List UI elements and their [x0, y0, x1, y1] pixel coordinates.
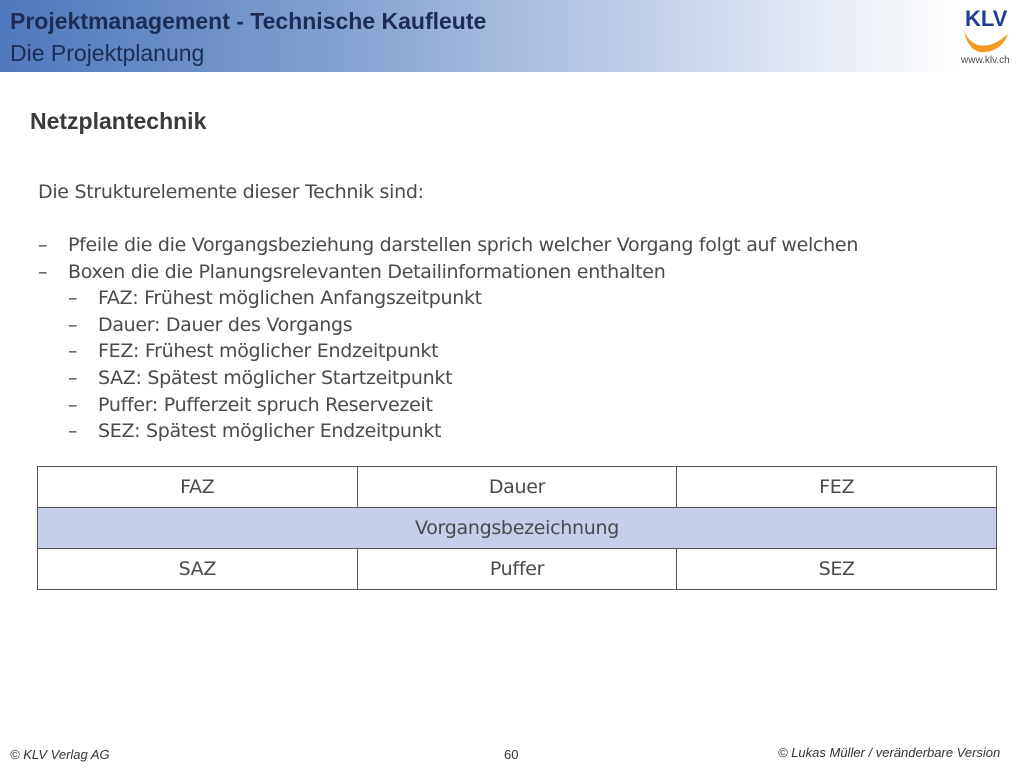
sub-list-item-text: FEZ: Frühest möglicher Endzeitpunkt: [98, 340, 439, 363]
sub-list-item: [38, 338, 858, 365]
footer-author: © Lukas Müller / veränderbare Version: [778, 745, 1001, 760]
slide-title: Projektmanagement - Technische Kaufleute: [10, 8, 487, 34]
logo-url: www.klv.ch: [961, 55, 1010, 66]
list-item-text: Pfeile die die Vorgangsbeziehung darstellen sprich welcher Vorgang folgt auf welchen: [68, 234, 859, 256]
content-body: [38, 178, 858, 445]
sub-list-item: [38, 312, 858, 339]
cell-sez: SEZ: [677, 549, 997, 590]
cell-vorgangsbezeichnung: Vorgangsbezeichnung: [38, 508, 997, 549]
slide-subtitle: Die Projektplanung: [10, 40, 205, 66]
dash-bullet: –: [68, 340, 78, 363]
sub-list-item-text: FAZ: Frühest möglichen Anfangszeitpunkt: [98, 287, 482, 310]
sub-list-item: [38, 392, 858, 419]
dash-bullet: –: [68, 420, 78, 443]
page-number: 60: [504, 747, 519, 762]
list-item: [38, 259, 858, 286]
dash-bullet: –: [68, 287, 78, 310]
section-title: Netzplantechnik: [30, 108, 207, 134]
bullet-list: [38, 232, 858, 445]
sub-list-item-text: SAZ: Spätest möglicher Startzeitpunkt: [98, 366, 453, 389]
table-row: [38, 549, 997, 590]
cell-dauer: Dauer: [357, 467, 677, 508]
sub-list-item-text: Dauer: Dauer des Vorgangs: [98, 313, 353, 336]
sub-list-item: [38, 418, 858, 445]
intro-text: Die Strukturelemente dieser Technik sind:: [38, 181, 424, 203]
sub-list-item-text: SEZ: Spätest möglicher Endzeitpunkt: [98, 420, 442, 443]
footer-copyright: © KLV Verlag AG: [10, 747, 110, 762]
list-item-text: Boxen die die Planungsrelevanten Detailinformationen enthalten: [68, 260, 666, 283]
slide-header: [0, 0, 1024, 72]
cell-puffer: Puffer: [357, 549, 677, 590]
sub-list-item: [38, 365, 858, 392]
table-row: [38, 467, 997, 508]
dash-bullet: –: [68, 393, 78, 416]
dash-bullet: –: [38, 260, 48, 283]
logo-swoosh-icon: [964, 30, 1008, 52]
sub-list-item-text: Puffer: Pufferzeit spruch Reservezeit: [98, 393, 433, 416]
network-node-table: [37, 466, 997, 590]
cell-fez: FEZ: [677, 467, 997, 508]
logo-text: KLV: [965, 6, 1008, 31]
table-row: [38, 508, 997, 549]
dash-bullet: –: [38, 234, 48, 256]
dash-bullet: –: [68, 366, 78, 389]
sub-list-item: [38, 285, 858, 312]
cell-faz: FAZ: [38, 467, 358, 508]
list-item: [38, 232, 858, 259]
dash-bullet: –: [68, 313, 78, 336]
cell-saz: SAZ: [38, 549, 358, 590]
